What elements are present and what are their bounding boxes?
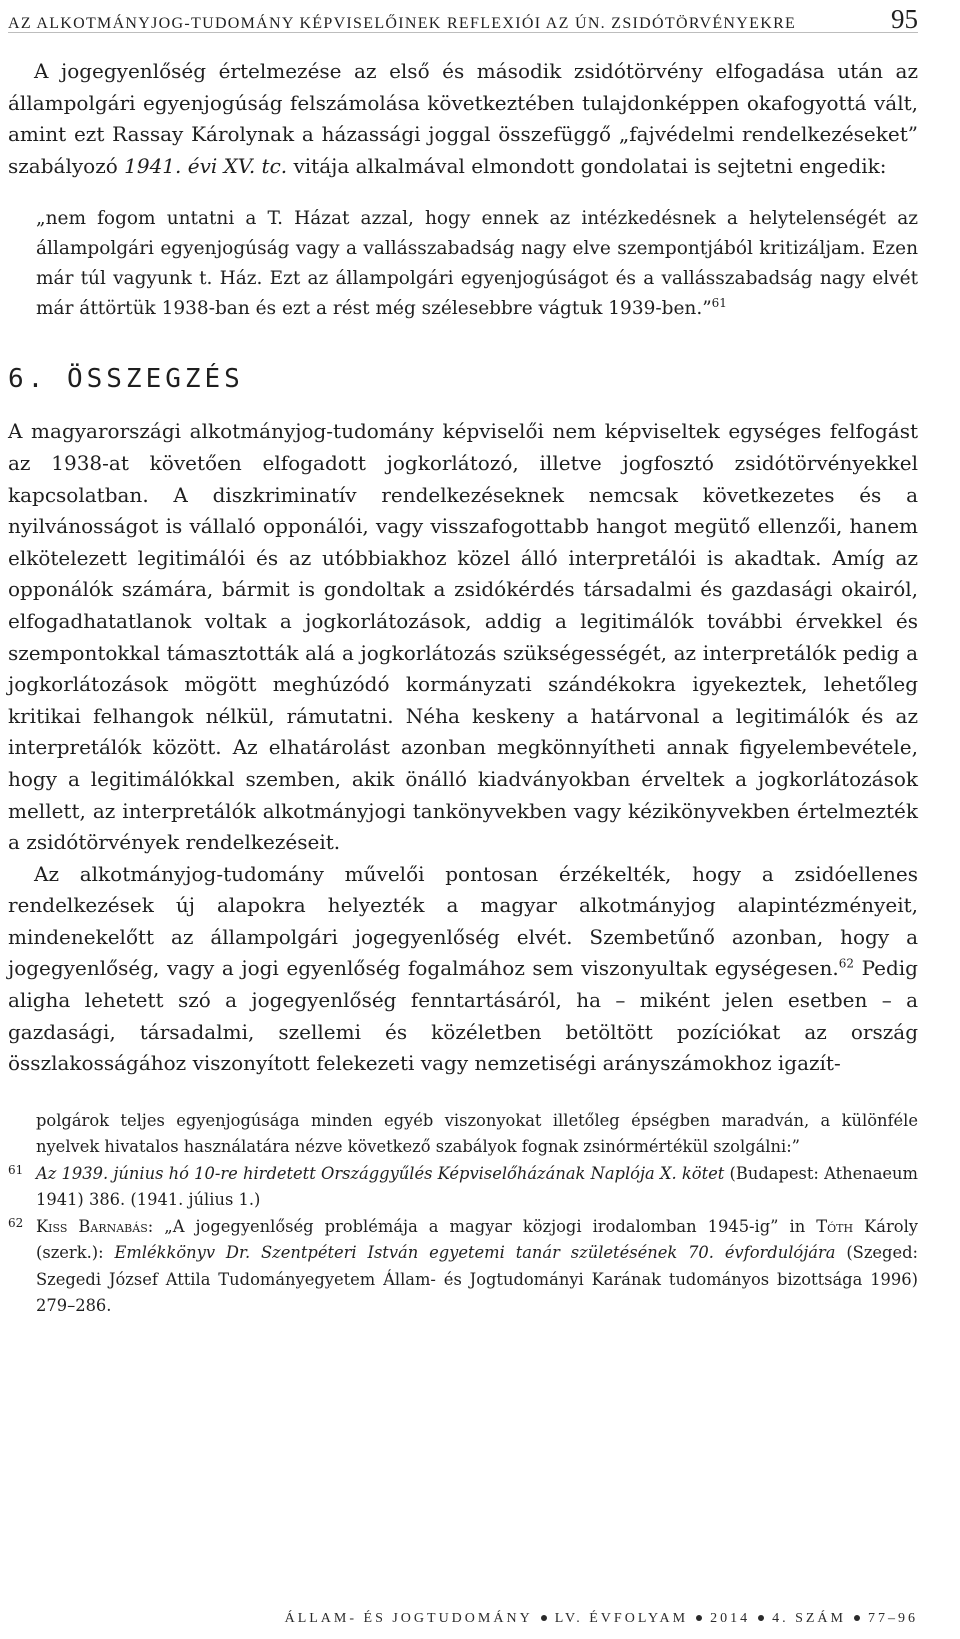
article-body bbox=[8, 56, 918, 1320]
paragraph-text: Az alkotmányjog-tudomány művelői pontosan érzékelték, hogy a zsidóellenes rendelkezések új alapokra helyezték a magyar alkotmányjog alapintézményeit, mindenekelőtt az állampolgári jogegyenlőség elvét. Szembetűnő azonban, hogy a jogegyenlőség, vagy a jogi egyenlőség fogalmához sem viszonyultak egységesen. bbox=[8, 861, 918, 981]
paragraph-text: Pedig aligha lehetett szó a jogegyenlőség fenntartásáról, ha – miként jelen esetben – a gazdasági, társadalmi, szellemi és közéletben betöltött pozíciókat az ország összlakosságához viszonyított felekezeti vagy nemzetiségi arányszámokhoz igazít- bbox=[8, 956, 918, 1076]
journal-name: ÁLLAM- ÉS JOGTUDOMÁNY bbox=[284, 1611, 533, 1626]
paragraph-text: A jogegyenlőség értelmezése az első és második zsidótörvény elfogadása után az állampolgári egyenjogúság felszámolása következtében tulajdonképpen okafogyottá vált, amint ezt Rassay Károlynak a házassági joggal összefüggő „fajvédelmi rendelkezéseket” szabályozó bbox=[8, 59, 918, 178]
law-citation: 1941. évi XV. tc. bbox=[124, 153, 288, 178]
running-title: AZ ALKOTMÁNYJOG-TUDOMÁNY KÉPVISELŐINEK REFLEXIÓI AZ ÚN. ZSIDÓTÖRVÉNYEKRE bbox=[8, 15, 797, 32]
footnote-source-detail: Károly (szerk.): bbox=[36, 1216, 918, 1263]
paragraph-intro bbox=[8, 56, 918, 182]
footnote-62 bbox=[8, 1214, 918, 1320]
paragraph-text: vitája alkalmával elmondott gondolatai is sejtetni engedik: bbox=[287, 153, 887, 178]
footnote-author: Kiss Barnabás bbox=[36, 1216, 148, 1236]
footnote-ref-62[interactable]: 62 bbox=[838, 956, 855, 971]
section-heading: 6. ÖSSZEGZÉS bbox=[8, 364, 244, 395]
footnote-text bbox=[36, 1214, 918, 1320]
running-header bbox=[8, 4, 918, 33]
year-label: 2014 bbox=[710, 1611, 751, 1626]
footnote-editor: Tóth bbox=[816, 1216, 854, 1236]
page-range: 77–96 bbox=[868, 1611, 918, 1626]
footnote-source-title: Emlékkönyv Dr. Szentpéteri István egyetemi tanár születésének 70. évfordulójára bbox=[114, 1243, 836, 1263]
footnote-source-detail: : „A jogegyenlőség problémája a magyar közjogi irodalomban 1945-ig” in bbox=[147, 1216, 817, 1236]
paragraph-equality bbox=[8, 859, 918, 1080]
issue-label: 4. SZÁM bbox=[772, 1611, 846, 1626]
footnote-text bbox=[36, 1161, 918, 1214]
footnotes bbox=[8, 1108, 918, 1320]
separator-dot bbox=[696, 1615, 702, 1621]
quote-text: „nem fogom untatni a T. Házat azzal, hogy ennek az intézkedésnek a helytelenségét az állampolgári egyenjogúság vagy a vallásszabadság nagy elve szempontjából kritizáljam. Ezen már túl vagyunk t. Ház. Ezt az állampolgári egyenjogúságot és a vallásszabadság nagy elvét már áttörtük 1938-ban és ezt a rést még szélesebbre vágtuk 1939-ben.” bbox=[36, 208, 918, 320]
page-number: 95 bbox=[891, 4, 918, 34]
footnote-continued: polgárok teljes egyenjogúsága minden egyéb viszonyokat illetőleg épségben maradván, a különféle nyelvek hivatalos használatára nézve következő szabályok fognak zsinórmértékül szolgálni:” bbox=[36, 1110, 918, 1157]
separator-dot bbox=[758, 1615, 764, 1621]
footnote-number: 62 bbox=[8, 1215, 24, 1230]
footnote-source-title: Az 1939. június hó 10-re hirdetett Országgyűlés Képviselőházának Naplója X. kötet bbox=[36, 1163, 725, 1183]
footnote-ref-61[interactable]: 61 bbox=[711, 296, 727, 311]
footnote-source-detail: (Budapest: Athenaeum 1941) 386. (1941. július 1.) bbox=[36, 1163, 918, 1210]
footnote-61 bbox=[8, 1161, 918, 1214]
volume-label: LV. ÉVFOLYAM bbox=[554, 1611, 689, 1626]
running-footer bbox=[285, 1611, 918, 1627]
separator-dot bbox=[541, 1615, 547, 1621]
footnote-number: 61 bbox=[8, 1162, 24, 1177]
block-quote bbox=[8, 204, 918, 324]
separator-dot bbox=[854, 1615, 860, 1621]
footnote-source-detail: (Szeged: Szegedi József Attila Tudományegyetem Állam- és Jogtudományi Karának tudományos bizottsága 1996) 279–286. bbox=[36, 1243, 919, 1316]
paragraph-summary: A magyarországi alkotmányjog-tudomány képviselői nem képviseltek egységes felfogást az 1938-at követően elfogadott jogkorlátozó, illetve jogfosztó zsidótörvényekkel kapcsolatban. A diszkriminatív rendelkezéseknek nemcsak következetes és a nyilvánosságot is vállaló opponálói, vagy visszafogottabb hangot megütő ellenzői, hanem elkötelezett legitimálói és az utóbbiakhoz közel álló interpretálói is akadtak. Amíg az opponálók számára, bármit is gondoltak a zsidókérdés társadalmi és gazdasági okairól, elfogadhatatlanok voltak a jogkorlátozások, addig a legitimálók további érvekkel és szempontokkal támasztották alá a jogkorlátozás szükségességét, az interpretálók pedig a jogkorlátozások mögött meghúzódó kormányzati szándékokra igyekeztek, lehetőleg kritikai felhangok nélkül, rámutatni. Néha keskeny a határvonal a legitimálók és az interpretálók között. Az elhatárolást azonban megkönnyítheti annak figyelembevétele, hogy a legitimálókkal szemben, akik önálló kiadványokban érveltek a jogkorlátozások mellett, az interpretálók alkotmányjogi tankönyvekben vagy kézikönyvekben értelmezték a zsidótörvények rendelkezéseit. bbox=[8, 419, 918, 855]
